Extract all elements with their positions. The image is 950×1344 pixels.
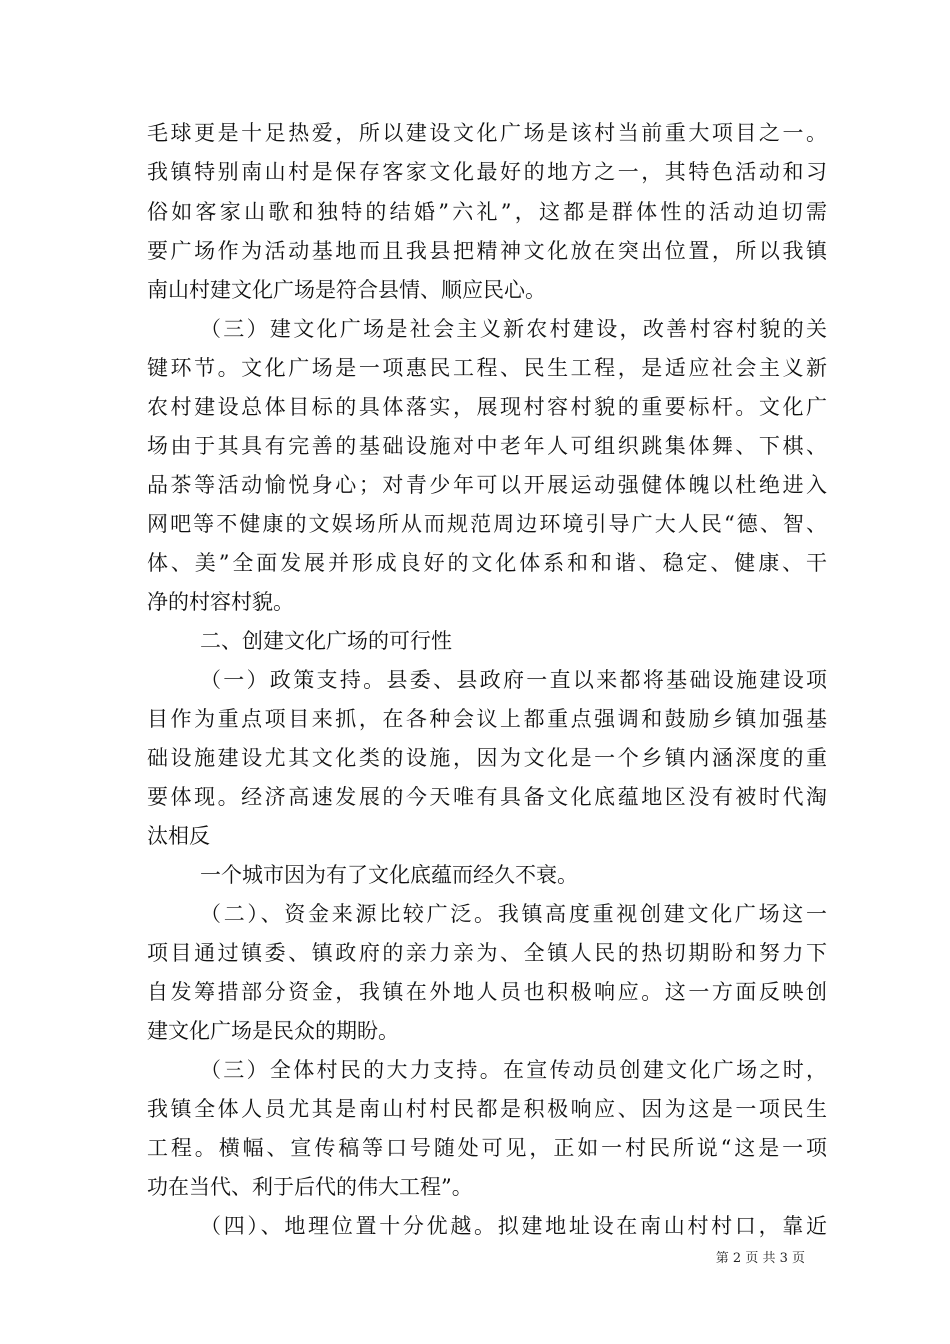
- text-line: 要广场作为活动基地而且我县把精神文化放在突出位置，所以我镇: [147, 239, 827, 263]
- text-line: 汰相反: [147, 824, 210, 848]
- text-line: 品茶等活动愉悦身心；对青少年可以开展运动强健体魄以杜绝进入: [147, 473, 827, 497]
- text-line: 键环节。文化广场是一项惠民工程、民生工程，是适应社会主义新: [147, 356, 827, 380]
- text-line: 农村建设总体目标的具体落实，展现村容村貌的重要标杆。文化广: [147, 395, 827, 419]
- text-line: 二、创建文化广场的可行性: [200, 629, 452, 653]
- text-line: 建文化广场是民众的期盼。: [147, 1019, 399, 1043]
- text-line: （四）、地理位置十分优越。拟建地址设在南山村村口，靠近: [200, 1214, 827, 1238]
- text-line: 我镇特别南山村是保存客家文化最好的地方之一，其特色活动和习: [147, 160, 827, 184]
- text-line: 目作为重点项目来抓，在各种会议上都重点强调和鼓励乡镇加强基: [147, 707, 827, 731]
- text-line: 础设施建设尤其文化类的设施，因为文化是一个乡镇内涵深度的重: [147, 746, 827, 770]
- text-line: 南山村建文化广场是符合县情、顺应民心。: [147, 278, 546, 302]
- text-line: 净的村容村貌。: [147, 590, 294, 614]
- text-line: 功在当代、利于后代的伟大工程”。: [147, 1175, 473, 1199]
- text-line: 要体现。经济高速发展的今天唯有具备文化底蕴地区没有被时代淘: [147, 785, 827, 809]
- text-line: 一个城市因为有了文化底蕴而经久不衰。: [200, 863, 578, 887]
- text-line: 自发筹措部分资金，我镇在外地人员也积极响应。这一方面反映创: [147, 980, 827, 1004]
- text-line: 俗如客家山歌和独特的结婚”六礼”，这都是群体性的活动迫切需: [147, 200, 827, 224]
- text-line: 场由于其具有完善的基础设施对中老年人可组织跳集体舞、下棋、: [147, 434, 827, 458]
- text-line: 工程。横幅、宣传稿等口号随处可见，正如一村民所说“这是一项: [147, 1136, 827, 1160]
- text-line: 网吧等不健康的文娱场所从而规范周边环境引导广大人民“德、智、: [147, 512, 827, 536]
- text-line: （二）、资金来源比较广泛。我镇高度重视创建文化广场这一: [200, 902, 827, 926]
- text-line: 体、美”全面发展并形成良好的文化体系和和谐、稳定、健康、干: [147, 551, 827, 575]
- text-line: （三）全体村民的大力支持。在宣传动员创建文化广场之时，: [200, 1058, 827, 1082]
- text-line: （三）建文化广场是社会主义新农村建设，改善村容村貌的关: [200, 317, 827, 341]
- text-line: 项目通过镇委、镇政府的亲力亲为、全镇人民的热切期盼和努力下: [147, 941, 827, 965]
- text-line: （一）政策支持。县委、县政府一直以来都将基础设施建设项: [200, 668, 827, 692]
- page-number: 第 2 页 共 3 页: [715, 1251, 805, 1266]
- text-line: 毛球更是十足热爱，所以建设文化广场是该村当前重大项目之一。: [147, 121, 827, 145]
- text-line: 我镇全体人员尤其是南山村村民都是积极响应、因为这是一项民生: [147, 1097, 827, 1121]
